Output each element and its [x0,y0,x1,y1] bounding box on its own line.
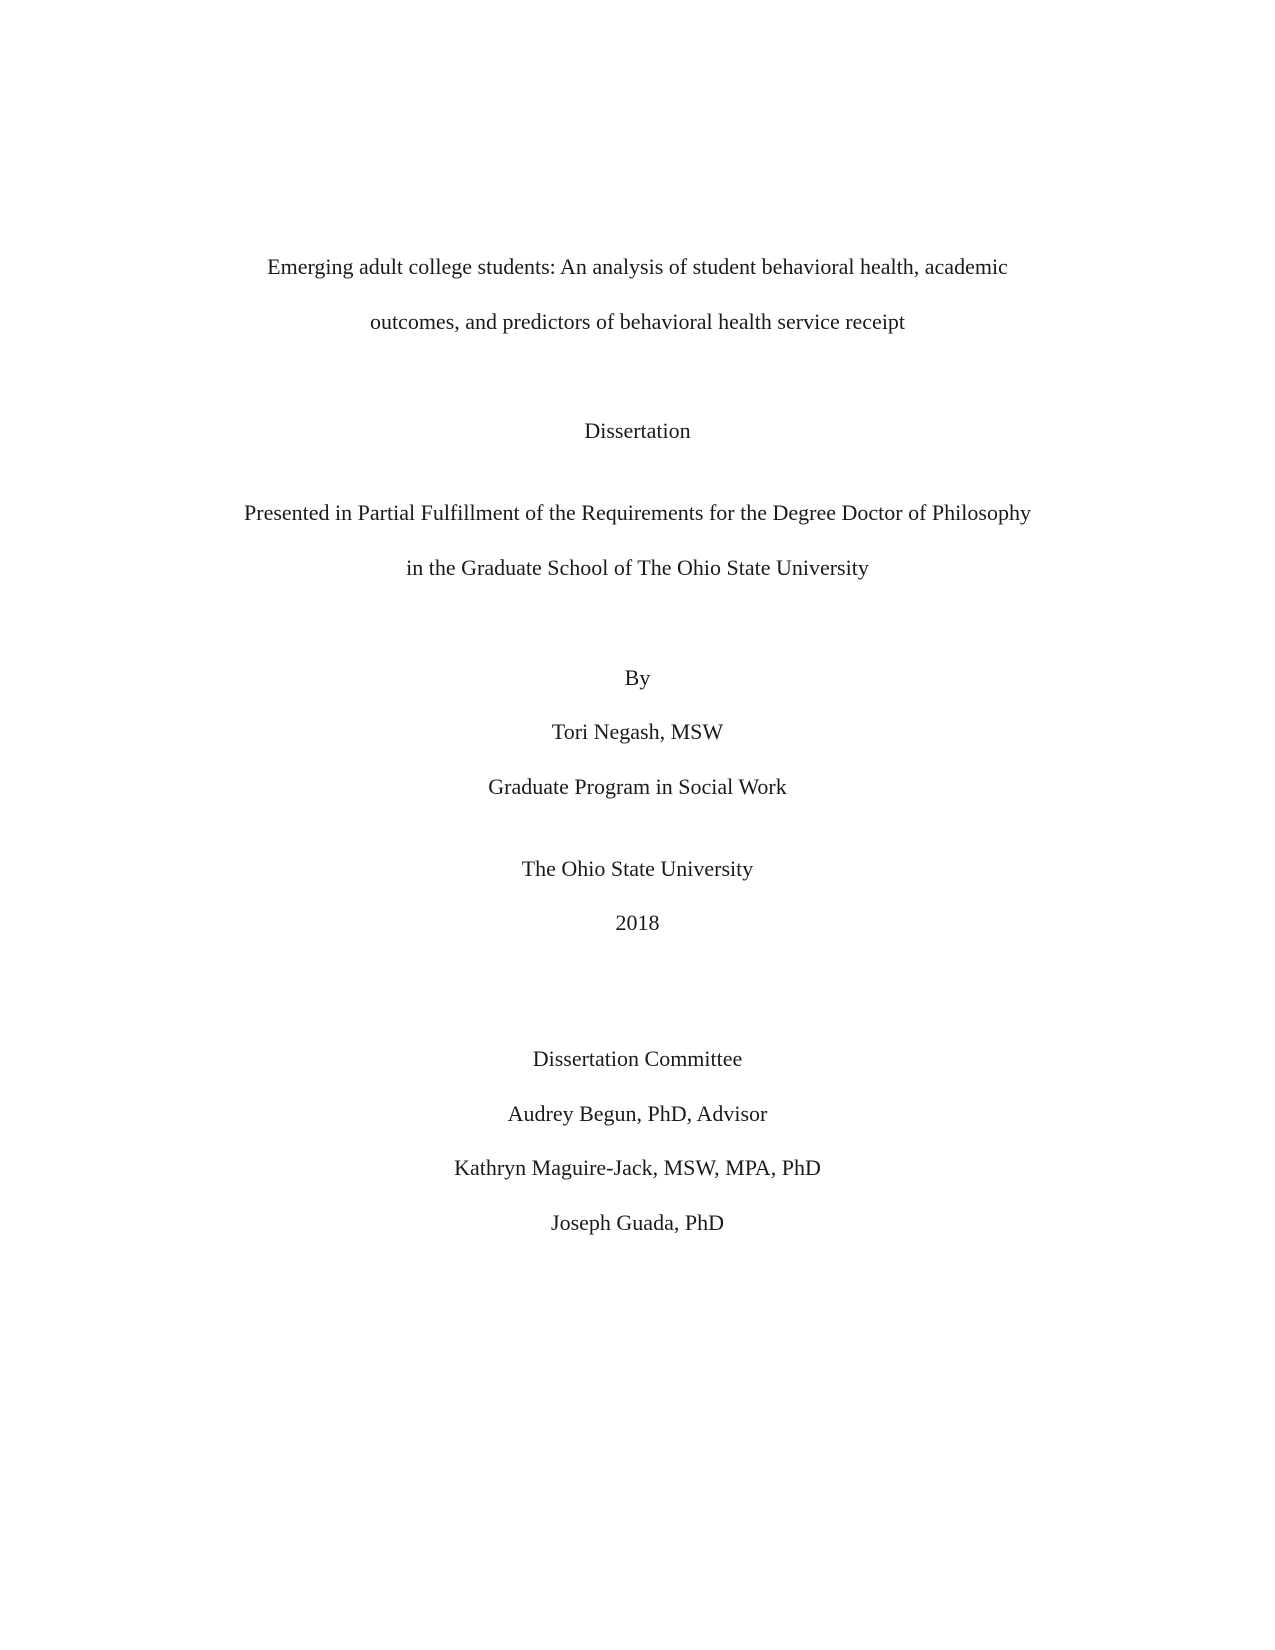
institution-name: The Ohio State University [521,856,754,881]
year: 2018 [615,910,660,935]
committee-member: Joseph Guada, PhD [551,1210,724,1235]
dissertation-title-line-1: Emerging adult college students: An analysis of student behavioral health, academic [267,254,1008,279]
fulfillment-statement-line-2: in the Graduate School of The Ohio State University [406,555,869,580]
committee-heading: Dissertation Committee [532,1046,743,1071]
document-type: Dissertation [584,418,691,443]
author-name: Tori Negash, MSW [551,719,724,744]
by-label: By [624,665,651,690]
fulfillment-statement-line-1: Presented in Partial Fulfillment of the Requirements for the Degree Doctor of Philosophy [244,500,1031,525]
committee-member: Kathryn Maguire-Jack, MSW, MPA, PhD [454,1155,821,1180]
dissertation-title-line-2: outcomes, and predictors of behavioral health service receipt [369,309,906,334]
committee-member: Audrey Begun, PhD, Advisor [507,1101,768,1126]
graduate-program: Graduate Program in Social Work [488,774,787,799]
